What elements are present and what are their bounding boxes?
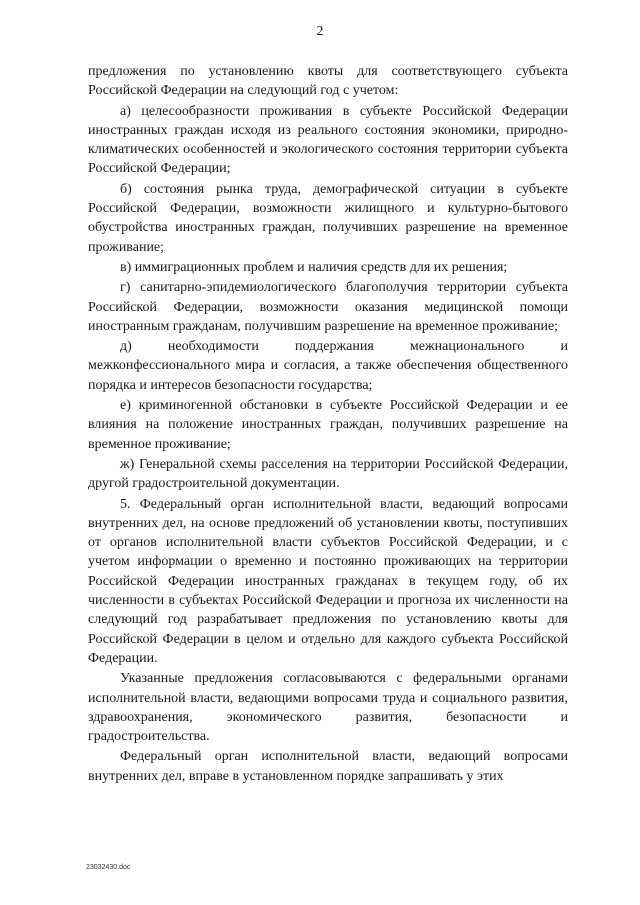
- paragraph: д) необходимости поддержания межнационального и межконфессионального мира и согласия, а также обеспечения общественного порядка и интересов безопасности государства;: [88, 339, 568, 393]
- paragraph: предложения по установлению квоты для соответствующего субъекта Российской Федерации на следующий год с учетом:: [88, 64, 568, 99]
- paragraph: Федеральный орган исполнительной власти, ведающий вопросами внутренних дел, вправе в установленном порядке запрашивать у этих: [88, 749, 568, 784]
- footer-file-code: 23032430.doc: [86, 864, 131, 871]
- paragraph: б) состояния рынка труда, демографической ситуации в субъекте Российской Федерации, возможности жилищного и культурно-бытового обустройства иностранных граждан, получивших разрешение на временное проживание;: [88, 181, 568, 255]
- body-text: [88, 62, 568, 787]
- paragraph: 5. Федеральный орган исполнительной власти, ведающий вопросами внутренних дел, на основе предложений об установлении квоты, поступивших от органов исполнительной власти субъектов Российской Федерации, и с учетом информации о временно и постоянно проживающих на территории Российской Федерации иностранных гражданах в текущем году, об их численности в субъектах Российской Федерации и прогноза их численности на следующий год разрабатывает предложения по установлению квоты для Российской Федерации в целом и отдельно для каждого субъекта Российской Федерации.: [88, 496, 568, 666]
- paragraph: в) иммиграционных проблем и наличия средств для их решения;: [120, 259, 508, 275]
- paragraph: е) криминогенной обстановки в субъекте Российской Федерации и ее влияния на положение иностранных граждан, получивших разрешение на временное проживание;: [88, 398, 568, 452]
- paragraph: а) целесообразности проживания в субъекте Российской Федерации иностранных граждан исходя из реального состояния экономики, природно-климатических особенностей и экологического состояния территории субъекта Российской Федерации;: [88, 103, 568, 177]
- paragraph: ж) Генеральной схемы расселения на территории Российской Федерации, другой градостроительной документации.: [88, 456, 568, 492]
- page-number: 2: [316, 24, 324, 39]
- paragraph: Указанные предложения согласовываются с федеральными органами исполнительной власти, ведающими вопросами труда и социального развития, здравоохранения, экономического развития, безопасности и градостроительства.: [88, 671, 568, 745]
- paragraph: г) санитарно-эпидемиологического благополучия территории субъекта Российской Федерации, возможности оказания медицинской помощи иностранным гражданам, получившим разрешение на временное проживание;: [88, 280, 568, 334]
